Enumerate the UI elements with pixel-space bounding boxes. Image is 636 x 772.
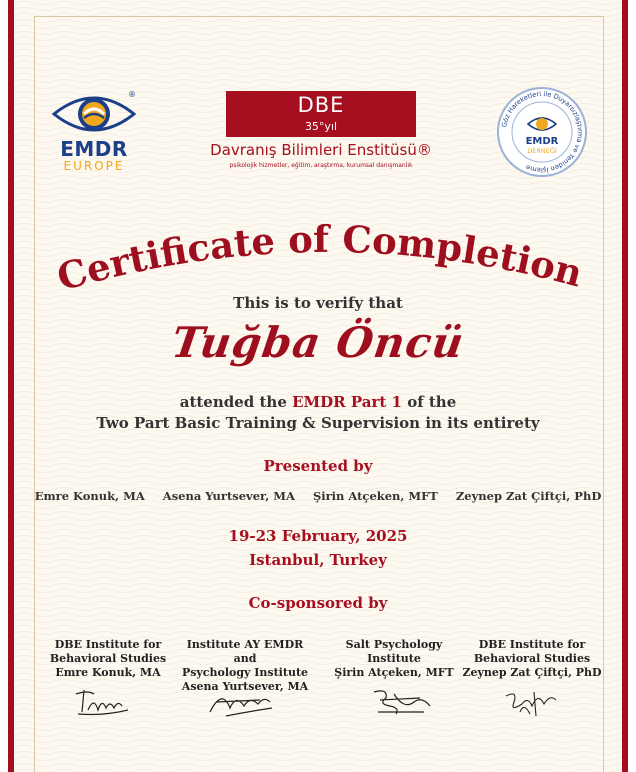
dbe-logo-title: DBE xyxy=(297,93,345,117)
cosponsored-by-heading: Co-sponsored by xyxy=(248,594,388,612)
signature-icon xyxy=(474,682,594,722)
dbe-logo-year: 35°yıl xyxy=(304,120,338,133)
course-name: EMDR Part 1 xyxy=(292,393,402,411)
presented-by-heading: Presented by xyxy=(263,457,373,475)
svg-text:Certificate of Completion xyxy=(52,222,587,299)
sponsor-line: Şirin Atçeken, MFT xyxy=(334,666,454,679)
sponsor-line: Behavioral Studies xyxy=(49,652,167,665)
badge-ring-text: Göz Hareketleri ile Duyarsızlaştırma ve Yeniden İşleme xyxy=(500,89,585,175)
training-location: Istanbul, Turkey xyxy=(249,551,387,569)
verify-line: This is to verify that xyxy=(233,294,403,312)
emdr-europe-sub: EUROPE xyxy=(63,159,125,173)
certificate-title xyxy=(14,222,622,302)
sponsor-block xyxy=(462,638,602,680)
sponsor-block xyxy=(324,638,464,680)
signature-icon xyxy=(186,682,306,722)
training-dates: 19-23 February, 2025 xyxy=(228,527,408,545)
sponsor-line: Salt Psychology Institute xyxy=(345,638,443,665)
sponsor-block xyxy=(38,638,178,680)
registered-mark: ® xyxy=(128,90,136,99)
attended-pre: attended the xyxy=(179,393,287,411)
sponsor-line: DBE Institute for xyxy=(54,638,162,651)
sponsor-line: Psychology Institute xyxy=(181,666,309,679)
sponsor-line: Behavioral Studies xyxy=(473,652,591,665)
sponsor-line: Zeynep Zat Çiftçi, PhD xyxy=(462,666,602,679)
badge-word: EMDR xyxy=(525,136,559,147)
recipient-name: Tuğba Öncü xyxy=(168,318,468,367)
trainer-list xyxy=(14,489,622,503)
sponsor-line: DBE Institute for xyxy=(478,638,586,651)
signature-icon xyxy=(48,682,168,722)
trainer-name: Emre Konuk, MA xyxy=(34,489,145,503)
sponsor-line: Institute AY EMDR and xyxy=(186,638,304,665)
trainer-name: Asena Yurtsever, MA xyxy=(162,489,295,503)
sponsor-line: Emre Konuk, MA xyxy=(55,666,161,679)
attended-post: of the xyxy=(407,393,457,411)
trainer-name: Şirin Atçeken, MFT xyxy=(312,489,438,503)
trainer-name: Zeynep Zat Çiftçi, PhD xyxy=(455,489,602,503)
certificate-title-text: Certificate of Completion xyxy=(52,222,588,300)
emdr-europe-word: EMDR xyxy=(60,137,128,161)
sponsor-line: Asena Yurtsever, MA xyxy=(181,680,309,693)
dbe-institute-name: Davranış Bilimleri Enstitüsü® xyxy=(210,141,432,159)
emdr-dernegi-badge-icon xyxy=(496,86,588,178)
program-name: Two Part Basic Training & Supervision in its entirety xyxy=(96,414,540,432)
signature-icon xyxy=(334,682,454,722)
dbe-tagline: psikolojik hizmetler, eğitim, araştırma, kurumsal danışmanlık xyxy=(229,162,413,169)
attended-line xyxy=(14,393,622,411)
badge-sub: DERNEĞİ xyxy=(527,147,557,155)
